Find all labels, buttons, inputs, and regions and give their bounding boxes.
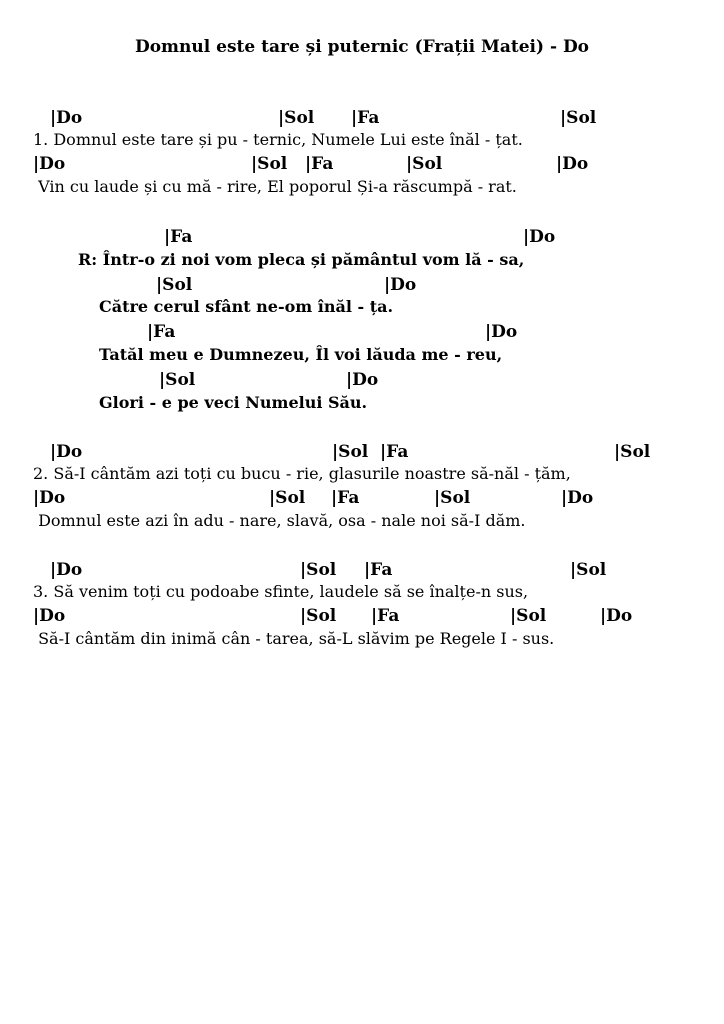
chord: |Sol [300, 560, 337, 580]
chord: |Fa [147, 322, 176, 342]
lyric-line: 3. Să venim toți cu podoabe sfinte, laudele să se înalțe-n sus, [33, 582, 529, 601]
chord: |Sol [560, 108, 597, 128]
chord: |Do [556, 154, 589, 174]
chord: |Fa [164, 227, 193, 247]
chord: |Do [50, 108, 83, 128]
chord: |Do [346, 370, 379, 390]
chord: |Do [523, 227, 556, 247]
chord: |Fa [380, 442, 409, 462]
lyric-line: Să-I cântăm din inimă cân - tarea, să-L slăvim pe Regele I - sus. [33, 629, 555, 648]
refrain-line: R: Într-o zi noi vom pleca și pământul vom lă - sa, [78, 250, 525, 269]
refrain-line: Tatăl meu e Dumnezeu, Îl voi lăuda me - reu, [99, 345, 503, 364]
lyric-line: 1. Domnul este tare și pu - ternic, Numele Lui este înăl - țat. [33, 130, 523, 149]
chord: |Fa [331, 488, 360, 508]
chord: |Do [561, 488, 594, 508]
chord: |Sol [300, 606, 337, 626]
chord: |Sol [278, 108, 315, 128]
chord: |Sol [434, 488, 471, 508]
chord: |Do [33, 488, 66, 508]
chord: |Sol [570, 560, 607, 580]
chord: |Sol [614, 442, 651, 462]
lyric-line: 2. Să-I cântăm azi toți cu bucu - rie, glasurile noastre să-năl - țăm, [33, 464, 571, 483]
chord: |Do [384, 275, 417, 295]
chord: |Do [50, 442, 83, 462]
chord: |Fa [371, 606, 400, 626]
chord: |Sol [156, 275, 193, 295]
chord: |Sol [269, 488, 306, 508]
chord: |Do [600, 606, 633, 626]
refrain-line: Glori - e pe veci Numelui Său. [99, 393, 368, 412]
chord: |Do [485, 322, 518, 342]
lyric-line: Domnul este azi în adu - nare, slavă, osa - nale noi să-I dăm. [33, 511, 526, 530]
chord: |Sol [406, 154, 443, 174]
chord: |Sol [332, 442, 369, 462]
chord: |Do [33, 606, 66, 626]
chord: |Fa [305, 154, 334, 174]
chord: |Sol [159, 370, 196, 390]
chord: |Do [50, 560, 83, 580]
chord: |Fa [351, 108, 380, 128]
lyric-line: Vin cu laude și cu mă - rire, El poporul Și-a răscumpă - rat. [33, 177, 517, 196]
chord: |Fa [364, 560, 393, 580]
chord: |Sol [251, 154, 288, 174]
song-title: Domnul este tare și puternic (Frații Matei) - Do [134, 37, 590, 57]
chord: |Do [33, 154, 66, 174]
chord: |Sol [510, 606, 547, 626]
refrain-line: Către cerul sfânt ne-om înăl - ța. [99, 297, 394, 316]
